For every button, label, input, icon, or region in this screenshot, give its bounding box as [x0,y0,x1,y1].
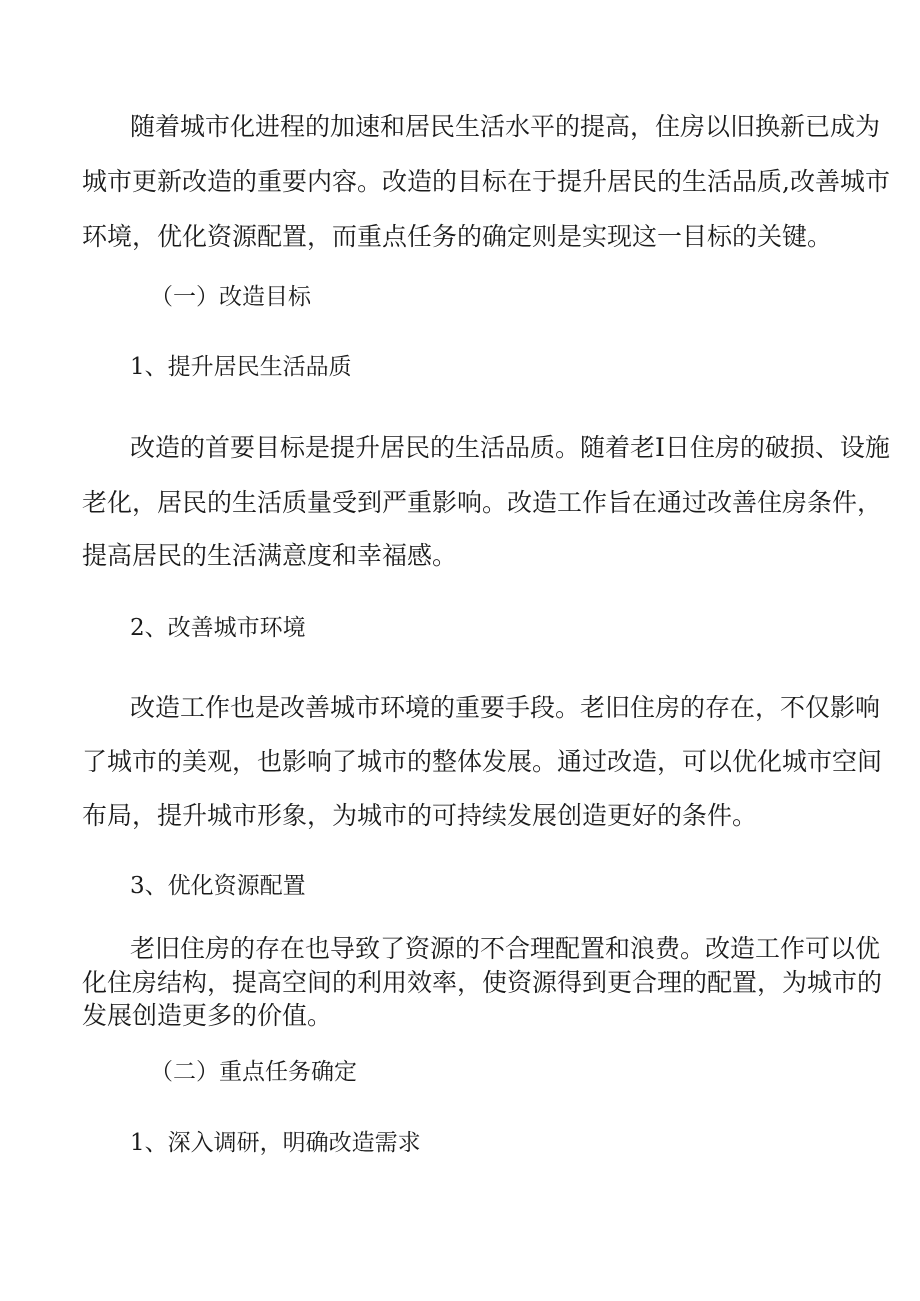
text-line: 提高居民的生活满意度和幸福感。 [82,541,458,570]
text-line: 布局，提升城市形象，为城市的可持续发展创造更好的条件。 [82,801,758,830]
item-heading-research: 1、深入调研，明确改造需求 [130,1130,421,1156]
text-line: 老化，居民的生活质量受到严重影响。改造工作旨在通过改善住房条件， [82,488,883,517]
text-line: 环境，优化资源配置，而重点任务的确定则是实现这一目标的关键。 [82,222,833,251]
text-line: 老旧住房的存在也导致了资源的不合理配置和浪费。改造工作可以优 [130,934,881,963]
text-line: 化住房结构，提高空间的利用效率，使资源得到更合理的配置，为城市的 [82,968,883,997]
section-heading-goals: （一）改造目标 [150,284,311,310]
item-heading-environment: 2、改善城市环境 [130,615,306,641]
text-line: 发展创造更多的价值。 [82,1001,333,1030]
text-line: 改造工作也是改善城市环境的重要手段。老旧住房的存在，不仅影响 [130,693,881,722]
item-heading-quality: 1、提升居民生活品质 [130,354,352,380]
text-line: 了城市的美观，也影响了城市的整体发展。通过改造，可以优化城市空间 [82,747,883,776]
text-line: 随着城市化进程的加速和居民生活水平的提高，住房以旧换新已成为 [130,112,881,141]
text-line: 改造的首要目标是提升居民的生活品质。随着老I日住房的破损、设施 [130,433,890,462]
section-heading-tasks: （二）重点任务确定 [150,1059,357,1085]
item-heading-resources: 3、优化资源配置 [130,873,306,899]
text-line: 城市更新改造的重要内容。改造的目标在于提升居民的生活品质,改善城市 [82,167,890,196]
